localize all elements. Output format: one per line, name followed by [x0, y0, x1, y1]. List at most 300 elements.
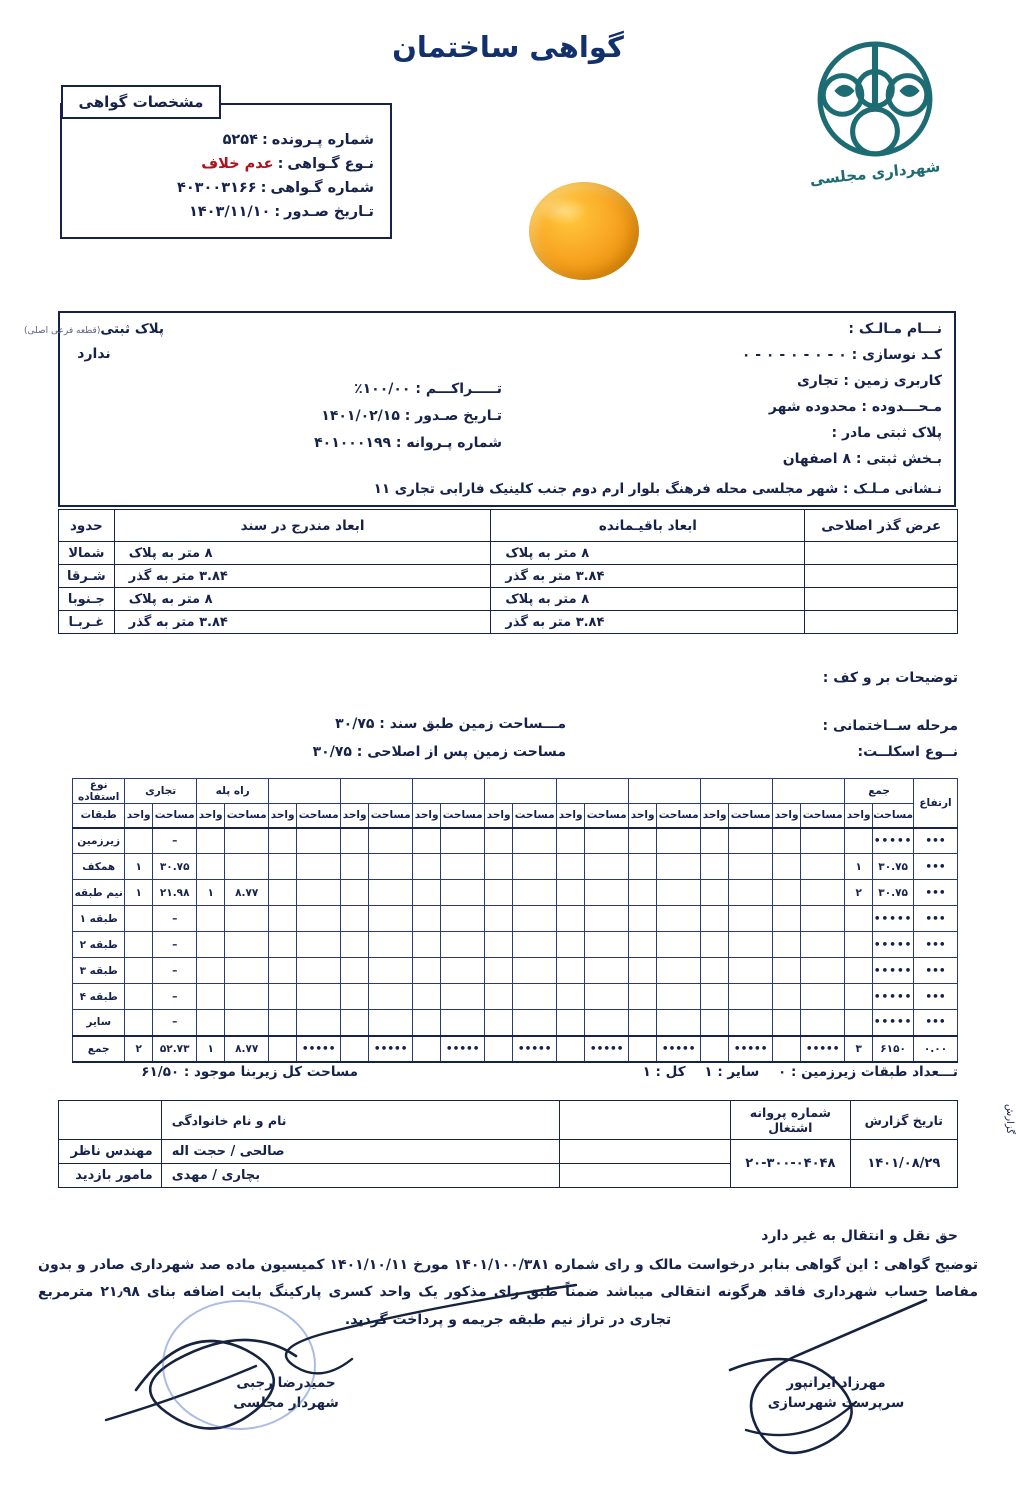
floors-header-total: جمع [845, 779, 914, 804]
floors-header-unit-3: واحد [341, 804, 369, 828]
floors-cell-unit-2 [269, 932, 297, 958]
land-area-doc: مـــساحت زمین طبق سند : ۳۰/۷۵ [335, 716, 566, 732]
engineers-side-label: گزارش [1004, 1104, 1015, 1135]
spec-row-file-number [72, 132, 374, 148]
floors-usetype-2 [269, 779, 341, 804]
floors-cell-area-4 [441, 854, 485, 880]
floors-cell-unit-2 [269, 880, 297, 906]
floors-cell-total-area: ۳۰.۷۵ [873, 880, 914, 906]
signature-urbanism-name: مهرزاد ایرانپور [786, 1375, 886, 1391]
floors-cell-total-unit [845, 828, 873, 854]
engineers-table [58, 1100, 958, 1188]
table-row [73, 828, 958, 854]
floors-usetype-1: راه پله [197, 779, 269, 804]
total-builtup-area [141, 1064, 358, 1080]
floors-cell-unit-9 [773, 1010, 801, 1036]
floors-cell-area-5 [513, 828, 557, 854]
floors-cell-unit-6 [557, 828, 585, 854]
floors-cell-unit-5 [485, 906, 513, 932]
info-label-density: تـــــراکـــم [425, 381, 502, 397]
floors-area-table [72, 778, 958, 1063]
floors-cell-unit-8 [701, 958, 729, 984]
spec-box-tab: مشخصات گواهی [61, 85, 221, 119]
floors-cell-unit-3 [341, 1010, 369, 1036]
floors-header-unit-6: واحد [557, 804, 585, 828]
floors-header-area-4: مساحت [441, 804, 485, 828]
floors-cell-unit-5 [485, 984, 513, 1010]
floors-cell-area-2 [297, 906, 341, 932]
floors-cell-area-7: ••••• [657, 1036, 701, 1062]
floors-cell-area-1 [225, 828, 269, 854]
floors-cell-area-2 [297, 984, 341, 1010]
floors-header-area-5: مساحت [513, 804, 557, 828]
table-row [59, 542, 958, 565]
municipality-stamp-left-icon [162, 1300, 316, 1430]
boundaries-cell-corrected [805, 542, 958, 565]
floors-cell-area-4 [441, 1010, 485, 1036]
land-area-corrected-value: ۳۰/۷۵ [312, 744, 352, 760]
floors-cell-unit-1 [197, 906, 225, 932]
table-row [59, 1140, 958, 1164]
spec-row-cert-type [72, 156, 374, 172]
floors-cell-area-7 [657, 1010, 701, 1036]
other-count-value: ۱ [704, 1064, 713, 1080]
info-value-density: ۱۰۰/۰۰٪ [354, 381, 411, 397]
floors-cell-unit-7 [629, 958, 657, 984]
spec-row-issue-date [72, 204, 374, 220]
floors-cell-area-7 [657, 828, 701, 854]
floors-cell-area-7 [657, 854, 701, 880]
floors-cell-height: ••• [914, 828, 958, 854]
floors-cell-unit-6 [557, 958, 585, 984]
engineers-header-role [59, 1101, 162, 1140]
plate-note-sublabel: (قطعه فرعی اصلی) [24, 326, 101, 336]
floors-header-area-8: مساحت [729, 804, 773, 828]
floors-cell-unit-8 [701, 880, 729, 906]
floors-cell-area-8 [729, 932, 773, 958]
floors-cell-area-5 [513, 854, 557, 880]
floors-cell-total-area: ••••• [873, 906, 914, 932]
floors-cell-area-7 [657, 958, 701, 984]
floors-cell-area-3 [369, 906, 413, 932]
floors-cell-unit-9 [773, 828, 801, 854]
floors-cell-unit-6 [557, 880, 585, 906]
floors-cell-height: ••• [914, 880, 958, 906]
table-row [59, 588, 958, 611]
info-owner-name: نـــام مـالـک : [848, 321, 942, 337]
floors-cell-area-8 [729, 854, 773, 880]
signature-mayor-name: حمیدرضا رجبی [236, 1375, 336, 1391]
info-registry-district: بـخش ثبتی : ۸ اصفهان [782, 451, 942, 467]
transfer-right-note: حق نقل و انتقال به غیر دارد [761, 1228, 958, 1244]
table-row [73, 1010, 958, 1036]
info-label-zone: مـحـــدوده [871, 399, 942, 415]
boundaries-cell-doc: ۸ متر به پلاک [114, 542, 491, 565]
floors-cell-unit-9 [773, 854, 801, 880]
floors-cell-unit-2 [269, 854, 297, 880]
notes-strip [58, 670, 958, 770]
floors-cell-area-0: ۵۲.۷۳ [153, 1036, 197, 1062]
spec-row-cert-number [72, 180, 374, 196]
info-value-renovation: ۰ - ۰ - ۰ - ۰ - ۰ [741, 347, 847, 363]
info-permit-date: تـاریخ صـدور : ۱۴۰۱/۰۲/۱۵ [321, 408, 502, 424]
floor-counts-line [58, 1064, 958, 1088]
boundaries-cell-doc: ۳.۸۴ متر به گذر [114, 611, 491, 634]
floors-cell-unit-5 [485, 854, 513, 880]
floors-cell-total-area: ••••• [873, 932, 914, 958]
floors-cell-area-8 [729, 880, 773, 906]
floors-cell-height: ••• [914, 932, 958, 958]
all-count-value: ۱ [642, 1064, 651, 1080]
floors-cell-unit-8 [701, 932, 729, 958]
floors-cell-area-9: ••••• [801, 1036, 845, 1062]
floors-cell-area-5 [513, 1010, 557, 1036]
floors-header-total-unit: مساحت [873, 804, 914, 828]
floors-cell-area-4: ••••• [441, 1036, 485, 1062]
floors-header-unit-5: واحد [485, 804, 513, 828]
spec-rows [62, 105, 390, 220]
info-value-land-use: تجاری [796, 373, 839, 389]
floors-cell-area-8 [729, 984, 773, 1010]
floors-cell-unit-3 [341, 906, 369, 932]
floors-cell-total-unit: ۱ [845, 854, 873, 880]
spec-value-file-number: ۵۲۵۴ [222, 132, 258, 148]
floors-cell-area-7 [657, 984, 701, 1010]
floors-cell-unit-2 [269, 984, 297, 1010]
floors-cell-unit-5 [485, 958, 513, 984]
boundaries-header-row [59, 510, 958, 542]
floors-cell-area-0: – [153, 1010, 197, 1036]
floors-cell-unit-0 [125, 984, 153, 1010]
info-land-use: کاربری زمین : تجاری [796, 373, 942, 389]
land-area-corrected: مساحت زمین پس از اصلاحی : ۳۰/۷۵ [312, 744, 566, 760]
floors-cell-unit-1: ۱ [197, 880, 225, 906]
spec-label-issue-date: تـاریخ صـدور [284, 204, 374, 220]
land-area-corrected-label: مساحت زمین پس از اصلاحی [367, 744, 566, 760]
floors-cell-area-6: ••••• [585, 1036, 629, 1062]
floors-cell-unit-6 [557, 1036, 585, 1062]
table-row [73, 932, 958, 958]
floors-cell-area-3 [369, 958, 413, 984]
floors-cell-unit-8 [701, 1010, 729, 1036]
info-label-permit-date: تـاریخ صـدور [415, 408, 502, 424]
floors-cell-area-0: ۲۱.۹۸ [153, 880, 197, 906]
floors-cell-area-9 [801, 828, 845, 854]
floors-cell-total-area: ••••• [873, 828, 914, 854]
info-value-permit-number: ۴۰۱۰۰۰۱۹۹ [314, 435, 392, 451]
floors-cell-total-area: ••••• [873, 1010, 914, 1036]
info-value-registry: ۸ اصفهان [782, 451, 851, 467]
floors-cell-area-1: ۸.۷۷ [225, 880, 269, 906]
floors-cell-area-9 [801, 932, 845, 958]
floors-cell-unit-1 [197, 932, 225, 958]
floors-cell-unit-4 [413, 984, 441, 1010]
total-builtup-label: مساحت کل زیربنا موجود : [183, 1064, 358, 1080]
total-builtup-value: ۶۱/۵۰ [141, 1064, 180, 1080]
floors-cell-total-unit: ۳ [845, 1036, 873, 1062]
floors-cell-area-1 [225, 906, 269, 932]
floors-cell-area-4 [441, 880, 485, 906]
floors-header-unit-1: واحد [197, 804, 225, 828]
boundaries-cell-side: شمالا [59, 542, 115, 565]
floors-cell-unit-0 [125, 958, 153, 984]
floors-corner-label: نوع استفاده [73, 779, 125, 804]
floors-cell-area-8: ••••• [729, 1036, 773, 1062]
floors-cell-area-2: ••••• [297, 1036, 341, 1062]
spec-label-file-number: شماره پـرونده [271, 132, 374, 148]
floors-usetype-5 [485, 779, 557, 804]
floors-cell-unit-8 [701, 984, 729, 1010]
floors-header-unit-0: واحد [125, 804, 153, 828]
floors-cell-area-4 [441, 958, 485, 984]
engineers-cell-date: ۱۴۰۱/۰۸/۲۹ [850, 1140, 957, 1188]
floors-cell-area-6 [585, 880, 629, 906]
floors-body [73, 828, 958, 1062]
info-label-parent-plate: پلاک ثبتی مادر [842, 425, 942, 441]
floors-cell-area-9 [801, 854, 845, 880]
floors-cell-height: ••• [914, 984, 958, 1010]
floors-cell-unit-9 [773, 880, 801, 906]
floors-cell-total-area: ••••• [873, 958, 914, 984]
floors-cell-unit-8 [701, 828, 729, 854]
table-row [73, 906, 958, 932]
floors-cell-area-9 [801, 880, 845, 906]
boundaries-table [58, 509, 958, 634]
info-label-renovation: کـد نوسازی [862, 347, 942, 363]
floors-cell-area-5 [513, 932, 557, 958]
engineers-cell-license: ۲۰-۳۰۰-۰۴۰۴۸ [731, 1140, 851, 1188]
floors-cell-unit-2 [269, 1036, 297, 1062]
floors-cell-total-unit: ۲ [845, 880, 873, 906]
floors-cell-unit-0: ۱ [125, 880, 153, 906]
floors-cell-area-3 [369, 880, 413, 906]
floors-cell-area-8 [729, 906, 773, 932]
floors-cell-area-5 [513, 906, 557, 932]
floors-cell-floor-label: نیم طبقه [73, 880, 125, 906]
floors-cell-unit-1 [197, 828, 225, 854]
floors-cell-area-0: – [153, 828, 197, 854]
boundaries-cell-side: جـنوبا [59, 588, 115, 611]
floors-cell-area-1 [225, 958, 269, 984]
floors-cell-area-5: ••••• [513, 1036, 557, 1062]
spec-sep: : [261, 132, 268, 148]
floors-cell-area-6 [585, 932, 629, 958]
spec-label-cert-number: شماره گـواهی [270, 180, 374, 196]
floors-cell-unit-5 [485, 880, 513, 906]
info-label-permit-number: شماره پـروانه [406, 435, 502, 451]
table-row [73, 854, 958, 880]
floors-cell-unit-5 [485, 828, 513, 854]
floors-cell-unit-7 [629, 984, 657, 1010]
floors-cell-area-2 [297, 828, 341, 854]
floors-cell-height: ۰.۰۰ [914, 1036, 958, 1062]
floors-header-unit-8: واحد [701, 804, 729, 828]
floors-header-height: ارتفاع [914, 779, 958, 828]
floors-cell-area-0: – [153, 932, 197, 958]
floors-cell-unit-3 [341, 1036, 369, 1062]
floors-cell-unit-4 [413, 1036, 441, 1062]
engineers-cell-blank [560, 1164, 731, 1188]
boundaries-header-remaining: ابعاد باقیـمانده [491, 510, 805, 542]
floors-cell-unit-2 [269, 958, 297, 984]
plate-note-value: ندارد [77, 346, 111, 362]
floors-usetype-7 [629, 779, 701, 804]
floors-cell-area-6 [585, 984, 629, 1010]
info-right-column [512, 321, 942, 477]
signature-urbanism-title: سرپرست شهرسازی [767, 1394, 905, 1411]
floors-cell-floor-label: جمع [73, 1036, 125, 1062]
floors-cell-area-3 [369, 932, 413, 958]
floors-cell-unit-6 [557, 984, 585, 1010]
floors-cell-unit-3 [341, 828, 369, 854]
floors-cell-unit-4 [413, 880, 441, 906]
boundaries-header-limits: حدود [59, 510, 115, 542]
floors-cell-total-unit [845, 984, 873, 1010]
info-value-address: شهر مجلسی محله فرهنگ بلوار ارم دوم جنب کلینیک فارابی تجاری ۱۱ [373, 481, 839, 497]
facade-notes-label: توضیحات بر و کف : [822, 670, 958, 686]
floors-sum-row [73, 1036, 958, 1062]
floors-cell-unit-7 [629, 1010, 657, 1036]
floors-cell-unit-0: ۲ [125, 1036, 153, 1062]
floors-cell-area-1 [225, 1010, 269, 1036]
floors-cell-height: ••• [914, 854, 958, 880]
floors-usetype-8 [701, 779, 773, 804]
floors-cell-unit-0: ۱ [125, 854, 153, 880]
spec-label-cert-type: نـوع گـواهی [287, 156, 374, 172]
engineers-header-date: تاریخ گزارش [850, 1101, 957, 1140]
table-row [73, 958, 958, 984]
floors-cell-total-unit [845, 906, 873, 932]
floors-cell-unit-7 [629, 932, 657, 958]
floors-cell-area-6 [585, 854, 629, 880]
floors-cell-unit-7 [629, 828, 657, 854]
floors-cell-area-4 [441, 828, 485, 854]
signature-mayor-title: شهردار مجلسی [233, 1394, 339, 1411]
engineers-cell-role: مهندس ناظر [59, 1140, 162, 1164]
floors-cell-area-6 [585, 828, 629, 854]
page-title: گواهی ساختمان [392, 30, 624, 64]
floors-cell-unit-3 [341, 958, 369, 984]
floors-cell-unit-2 [269, 1010, 297, 1036]
floors-cell-area-1 [225, 932, 269, 958]
floors-cell-height: ••• [914, 958, 958, 984]
floors-cell-area-8 [729, 1010, 773, 1036]
floors-cell-area-0: – [153, 906, 197, 932]
floors-cell-unit-6 [557, 932, 585, 958]
floors-cell-unit-4 [413, 958, 441, 984]
floors-cell-unit-6 [557, 854, 585, 880]
floors-cell-area-4 [441, 984, 485, 1010]
floors-cell-area-9 [801, 906, 845, 932]
floors-cell-area-1 [225, 854, 269, 880]
floors-cell-height: ••• [914, 906, 958, 932]
floors-cell-total-area: ۶۱۵۰ [873, 1036, 914, 1062]
info-parent-plate: پلاک ثبتی مادر : [831, 425, 942, 441]
floors-cell-unit-9 [773, 984, 801, 1010]
floors-cell-total-unit [845, 1010, 873, 1036]
floors-cell-area-0: ۳۰.۷۵ [153, 854, 197, 880]
floors-header-area-1: مساحت [225, 804, 269, 828]
info-value-zone: محدوده شهر [768, 399, 857, 415]
floors-cell-floor-label: طبقه ۱ [73, 906, 125, 932]
boundaries-header-doc: ابعاد مندرج در سند [114, 510, 491, 542]
floors-cell-area-7 [657, 906, 701, 932]
logo-circle-icon [814, 38, 936, 160]
floors-cell-floor-label: طبقه ۴ [73, 984, 125, 1010]
building-stage-label: مرحله ســاختمانی : [822, 718, 958, 734]
certificate-explanation: توضیح گواهی : این گواهی بنابر درخواست مالک و رای شماره ۱۴۰۱/۱۰۰/۳۸۱ مورخ ۱۴۰۱/۱۰/۱۱ کمیسیون ماده صد شهرداری صادر و بدون مفاصا حساب شهرداری فاقد هرگونه انتقالی میباشد ضمناً طبق رای مذکور یک واحد کسری پارکینگ بابت اضافه بنای ۲۱٫۹۸ مترمربع تجاری در تراز نیم طبقه جریمه و پرداخت گردید. [38, 1257, 978, 1328]
floors-cell-area-5 [513, 958, 557, 984]
engineers-header-name: نام و نام خانوادگی [161, 1101, 560, 1140]
floors-cell-unit-7 [629, 880, 657, 906]
floors-cell-area-2 [297, 1010, 341, 1036]
floors-cell-unit-9 [773, 958, 801, 984]
floors-cell-unit-0 [125, 1010, 153, 1036]
floors-cell-area-3 [369, 828, 413, 854]
table-row [59, 565, 958, 588]
floors-cell-floor-label: سایر [73, 1010, 125, 1036]
floors-cell-floor-label: طبقه ۳ [73, 958, 125, 984]
floors-cell-total-area: ••••• [873, 984, 914, 1010]
spec-sep: : [260, 180, 267, 196]
floors-header-area-7: مساحت [657, 804, 701, 828]
land-area-doc-label: مـــساحت زمین طبق سند [389, 716, 566, 732]
floors-cell-area-9 [801, 984, 845, 1010]
floors-cell-area-8 [729, 958, 773, 984]
floors-cell-unit-4 [413, 932, 441, 958]
floors-cell-unit-9 [773, 932, 801, 958]
engineers-header-license: شماره پروانه اشتغال [731, 1101, 851, 1140]
floors-cell-unit-9 [773, 906, 801, 932]
basement-count [643, 1064, 958, 1080]
info-zone: مـحـــدوده : محدوده شهر [768, 399, 942, 415]
info-permit-number: شماره پـروانه : ۴۰۱۰۰۰۱۹۹ [314, 435, 502, 451]
floors-cell-unit-6 [557, 906, 585, 932]
floors-cell-area-3 [369, 1010, 413, 1036]
signature-urbanism-head [716, 1374, 956, 1413]
floors-cell-area-4 [441, 932, 485, 958]
floors-header-unit-4: واحد [413, 804, 441, 828]
registry-plate-note [0, 321, 194, 362]
floors-cell-unit-0 [125, 906, 153, 932]
floors-usetype-3 [341, 779, 413, 804]
floors-cell-unit-4 [413, 906, 441, 932]
spec-value-cert-type: عدم خلاف [201, 156, 274, 172]
engineers-cell-name: صالحی / حجت اله [161, 1140, 560, 1164]
floors-cell-area-9 [801, 1010, 845, 1036]
floors-cell-unit-3 [341, 880, 369, 906]
engineers-cell-name: بچاری / مهدی [161, 1164, 560, 1188]
floors-cell-unit-9 [773, 1036, 801, 1062]
floors-cell-unit-7 [629, 1036, 657, 1062]
boundaries-cell-remaining: ۸ متر به پلاک [491, 588, 805, 611]
floors-cell-area-0: – [153, 958, 197, 984]
spec-sep: : [274, 204, 281, 220]
table-row [73, 880, 958, 906]
plate-note-label: پلاک ثبتی [100, 321, 164, 337]
floors-usetype-row [73, 779, 958, 804]
floors-cell-floor-label: طبقه ۲ [73, 932, 125, 958]
floors-cell-unit-1: ۱ [197, 1036, 225, 1062]
boundaries-header-corrected: عرض گذر اصلاحی [805, 510, 958, 542]
engineers-cell-blank [560, 1140, 731, 1164]
floors-cell-area-7 [657, 932, 701, 958]
info-address: نـشانی مـلـک : شهر مجلسی محله فرهنگ بلوار ارم دوم جنب کلینیک فارابی تجاری ۱۱ [373, 481, 942, 497]
boundaries-cell-side: غـربـا [59, 611, 115, 634]
floors-cell-unit-4 [413, 828, 441, 854]
floors-cell-unit-1 [197, 984, 225, 1010]
floors-cell-area-3: ••••• [369, 1036, 413, 1062]
